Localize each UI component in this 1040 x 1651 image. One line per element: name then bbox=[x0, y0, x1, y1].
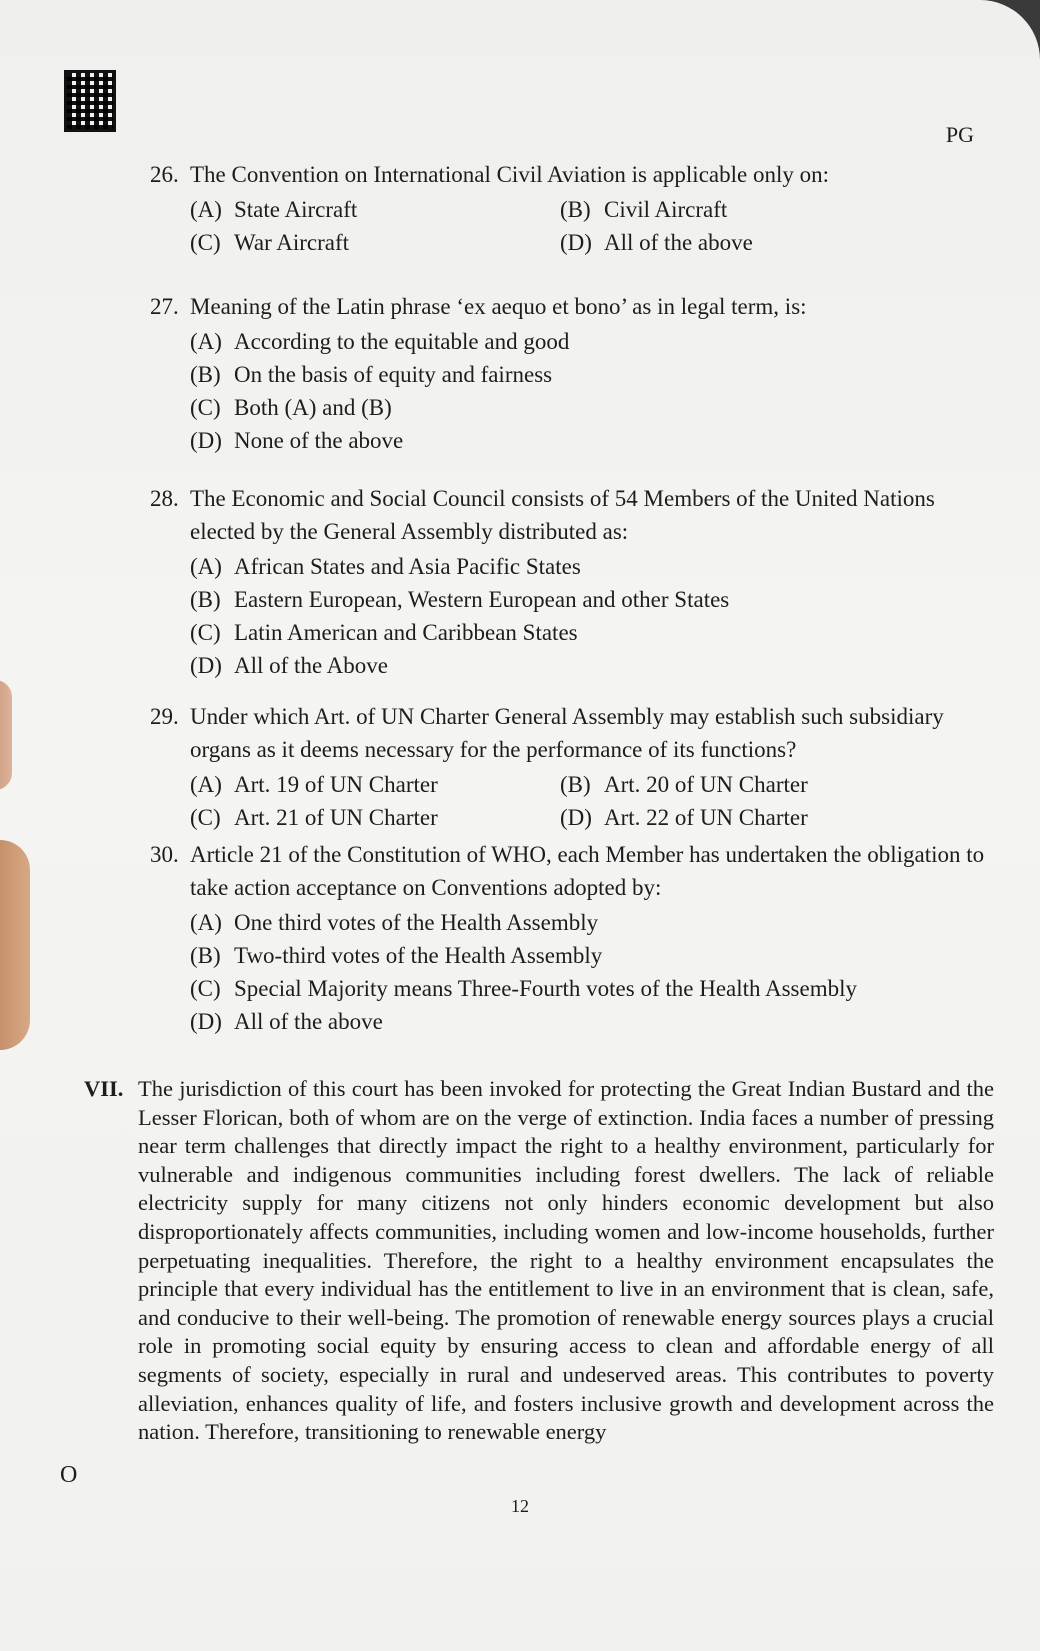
options bbox=[190, 325, 1010, 457]
option-c bbox=[190, 972, 1010, 1005]
passage-number: VII. bbox=[84, 1076, 124, 1101]
option-a bbox=[190, 906, 1010, 939]
option-label: (A) bbox=[190, 554, 222, 579]
option-c bbox=[190, 616, 1010, 649]
option-label: (D) bbox=[560, 230, 592, 255]
option-text: According to the equitable and good bbox=[234, 329, 570, 354]
option-text: All of the above bbox=[234, 1009, 383, 1034]
question-28 bbox=[150, 482, 1010, 682]
options bbox=[190, 906, 1010, 1038]
option-b bbox=[190, 583, 1010, 616]
finger-shadow bbox=[0, 840, 30, 1050]
option-label: (C) bbox=[190, 805, 221, 830]
option-label: (C) bbox=[190, 395, 221, 420]
option-text: All of the above bbox=[604, 230, 753, 255]
option-text: None of the above bbox=[234, 428, 404, 453]
option-text: On the basis of equity and fairness bbox=[234, 362, 553, 387]
option-text: One third votes of the Health Assembly bbox=[234, 910, 599, 935]
option-text: Eastern European, Western European and other States bbox=[234, 587, 730, 612]
option-text: War Aircraft bbox=[234, 230, 349, 255]
option-label: (C) bbox=[190, 976, 221, 1001]
option-c bbox=[190, 391, 1010, 424]
option-label: (B) bbox=[560, 772, 591, 797]
option-c bbox=[190, 226, 560, 259]
options bbox=[190, 550, 1010, 682]
option-text: Art. 19 of UN Charter bbox=[234, 772, 438, 797]
option-text: State Aircraft bbox=[234, 197, 358, 222]
question-30 bbox=[150, 838, 1010, 1038]
question-number: 26. bbox=[150, 162, 179, 187]
option-b bbox=[190, 358, 1010, 391]
option-text: African States and Asia Pacific States bbox=[234, 554, 581, 579]
option-text: Special Majority means Three-Fourth votes of the Health Assembly bbox=[234, 976, 857, 1001]
corner-mark: O bbox=[60, 1462, 78, 1488]
question-number: 28. bbox=[150, 486, 179, 511]
option-a bbox=[190, 325, 1010, 358]
option-d bbox=[190, 1005, 1010, 1038]
option-a bbox=[190, 193, 560, 226]
option-text: Art. 21 of UN Charter bbox=[234, 805, 438, 830]
passage-vii bbox=[84, 1075, 994, 1447]
option-d bbox=[190, 424, 1010, 457]
option-label: (D) bbox=[190, 653, 222, 678]
option-label: (D) bbox=[190, 428, 222, 453]
option-label: (C) bbox=[190, 620, 221, 645]
option-text: Two-third votes of the Health Assembly bbox=[234, 943, 603, 968]
option-d bbox=[560, 226, 960, 259]
option-a bbox=[190, 550, 1010, 583]
option-label: (B) bbox=[560, 197, 591, 222]
option-label: (D) bbox=[560, 805, 592, 830]
option-d bbox=[190, 649, 1010, 682]
question-number: 27. bbox=[150, 294, 179, 319]
passage-text: The jurisdiction of this court has been invoked for protecting the Great Indian Bustard and the Lesser Florican, both of whom are on the verge of extinction. India faces a number of pressing near term challenges that directly impact the right to a healthy environment, particularly for vulnerable and indigenous communities including forest dwellers. The lack of reliable electricity supply for many citizens not only hinders economic development but also disproportionately affects communities, including women and low-income households, further perpetuating inequalities. Therefore, the right to a healthy environment encapsulates the principle that every individual has the entitlement to live in an environment that is clean, safe, and conducive to their well-being. The promotion of renewable energy sources plays a crucial role in promoting social equity by ensuring access to clean and affordable energy of all segments of society, especially in rural and undeserved areas. This contributes to poverty alleviation, enhances quality of life, and fosters inclusive growth and development across the nation. Therefore, transitioning to renewable energy bbox=[138, 1076, 994, 1445]
option-label: (C) bbox=[190, 230, 221, 255]
question-number: 29. bbox=[150, 704, 179, 729]
option-text: All of the Above bbox=[234, 653, 388, 678]
option-b bbox=[190, 939, 1010, 972]
option-text: Both (A) and (B) bbox=[234, 395, 392, 420]
option-a bbox=[190, 768, 560, 801]
option-label: (A) bbox=[190, 772, 222, 797]
option-label: (A) bbox=[190, 197, 222, 222]
option-text: Latin American and Caribbean States bbox=[234, 620, 578, 645]
option-label: (B) bbox=[190, 362, 221, 387]
question-number: 30. bbox=[150, 842, 179, 867]
question-26 bbox=[150, 158, 1010, 259]
option-b bbox=[560, 193, 960, 226]
option-b bbox=[560, 768, 960, 801]
paper-code: PG bbox=[945, 122, 974, 147]
option-label: (A) bbox=[190, 910, 222, 935]
option-c bbox=[190, 801, 560, 834]
question-29 bbox=[150, 700, 1010, 834]
question-text: Article 21 of the Constitution of WHO, each Member has undertaken the obligation to take action acceptance on Conventions adopted by: bbox=[190, 842, 985, 900]
option-label: (B) bbox=[190, 943, 221, 968]
option-label: (A) bbox=[190, 329, 222, 354]
question-text: Meaning of the Latin phrase ‘ex aequo et bono’ as in legal term, is: bbox=[190, 294, 807, 319]
question-text: The Convention on International Civil Aviation is applicable only on: bbox=[190, 162, 829, 187]
option-d bbox=[560, 801, 960, 834]
option-label: (B) bbox=[190, 587, 221, 612]
finger-shadow bbox=[0, 680, 12, 790]
option-text: Civil Aircraft bbox=[604, 197, 728, 222]
option-text: Art. 20 of UN Charter bbox=[604, 772, 808, 797]
option-label: (D) bbox=[190, 1009, 222, 1034]
question-27 bbox=[150, 290, 1010, 457]
question-text: Under which Art. of UN Charter General Assembly may establish such subsidiary organs as it deems necessary for the performance of its functions? bbox=[190, 704, 944, 762]
qr-code-icon bbox=[64, 70, 116, 132]
options bbox=[190, 193, 1010, 259]
options bbox=[190, 768, 1010, 834]
option-text: Art. 22 of UN Charter bbox=[604, 805, 808, 830]
question-text: The Economic and Social Council consists of 54 Members of the United Nations elected by the General Assembly distributed as: bbox=[190, 486, 935, 544]
page-number: 12 bbox=[511, 1496, 529, 1516]
